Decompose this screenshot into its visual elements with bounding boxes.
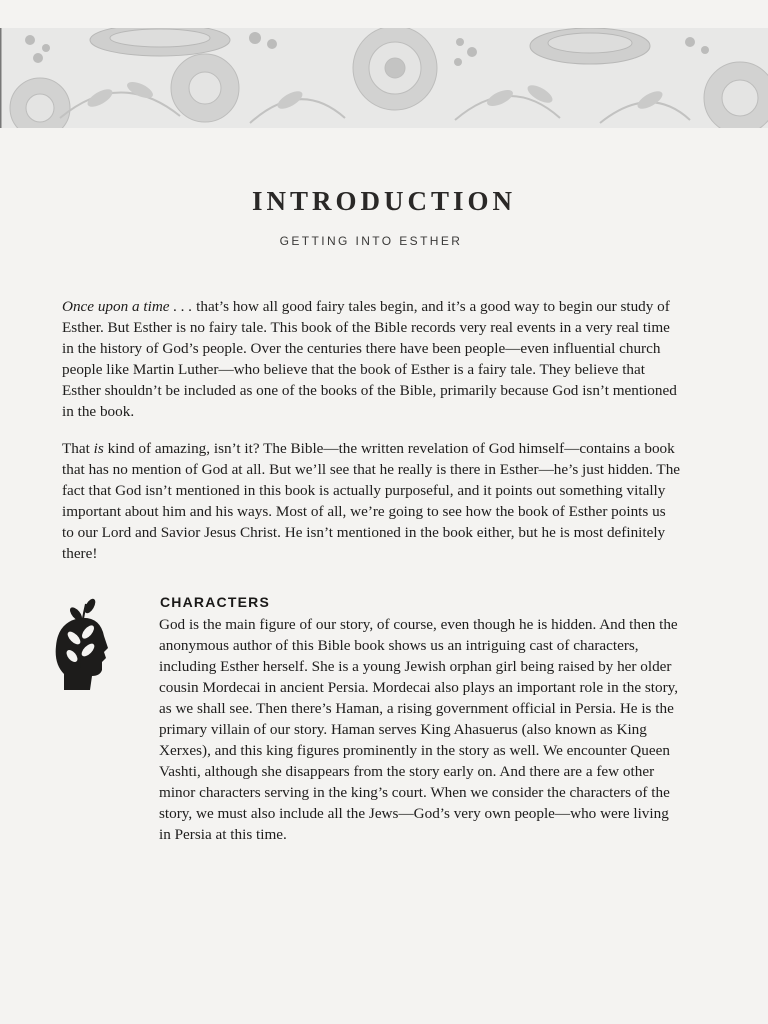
head-silhouette-with-leaves-icon (50, 598, 114, 696)
intro-lead-italic: Once upon a time . . . (62, 298, 193, 315)
characters-paragraph: God is the main figure of our story, of course, even though he is hidden. And then the anonymous author of this Bible book shows us an intriguing cast of characters, including Esther herself. She is a young Jewish orphan girl being raised by her older cousin Mordecai in ancient Persia. Mordecai also plays an important role in the story, as we shall see. Then there’s Haman, a rising government official in Persia. He is the primary villain of our story. Haman serves King Ahasuerus (also known as King Xerxes), and this king figures prominently in the story as well. We encounter Queen Vashti, although she disappears from the story early on. And there are a few other minor characters serving in the king’s court. When we consider the characters of the story, we must also include all the Jews—God’s very own people—who were living in Persia at this time. (159, 616, 679, 843)
intro-emphasis-is: is (93, 440, 104, 457)
intro-paragraph-1 (62, 296, 681, 422)
intro-paragraph-2-text: kind of amazing, isn’t it? The Bible—the written revelation of God himself—contains a book that has no mention of God at all. But we’ll see that he really is there in Esther—he’s just hidden. The fact that God isn’t mentioned in this book is actually purposeful, and it points out something vitally important about him and his ways. Most of all, we’re going to see how the book of Esther points us to our Lord and Savior Jesus Christ. He isn’t mentioned in the book either, but he is most definitely there! (62, 440, 681, 562)
page-title: INTRODUCTION (251, 186, 517, 216)
intro-paragraph-2 (62, 438, 681, 564)
characters-heading: CHARACTERS (160, 594, 270, 610)
intro-paragraph-2-start: That (62, 440, 94, 457)
floral-banner (0, 28, 768, 128)
intro-paragraph-1-text: that’s how all good fairy tales begin, and it’s a good way to begin our study of Esther. But Esther is no fairy tale. This book of the Bible records very real events in a very real time in the history of God’s people. Over the centuries there have been people—even influential church people like Martin Luther—who believe that the book of Esther is a fairy tale. They believe that Esther shouldn’t be included as one of the books of the Bible, primarily because God isn’t mentioned in the book. (62, 298, 677, 420)
page-subtitle: GETTING INTO ESTHER (279, 234, 463, 248)
